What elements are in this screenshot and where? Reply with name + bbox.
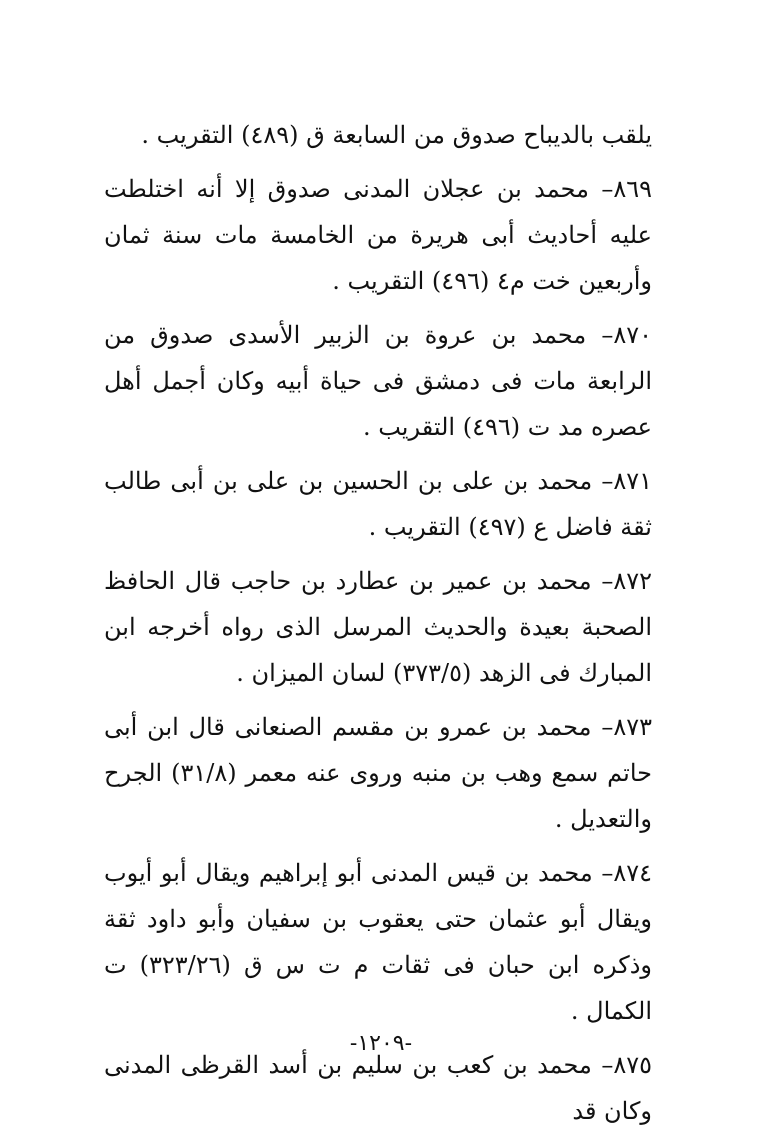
entry-872: ٨٧٢– محمد بن عمير بن عطارد بن حاجب قال الحافظ الصحبة بعيدة والحديث المرسل الذى رواه أخرجه ابن المبارك فى الزهد (٣٧٣/٥) لسان الميزان . <box>104 567 652 687</box>
main-text <box>104 112 652 1134</box>
entry-874: ٨٧٤– محمد بن قيس المدنى أبو إبراهيم ويقال أبو أيوب ويقال أبو عثمان حتى يعقوب بن سفيان وأبو داود ثقة وذكره ابن حبان فى ثقات م ت س ق (٣٢٣/٢٦) ت الكمال . <box>104 859 653 1025</box>
entry-intro: يلقب بالديباح صدوق من السابعة ق (٤٨٩) التقريب . <box>141 121 652 149</box>
entry-873: ٨٧٣– محمد بن عمرو بن مقسم الصنعانى قال ابن أبى حاتم سمع وهب بن منبه وروى عنه معمر (٣١/٨) الجرح والتعديل . <box>104 713 652 833</box>
page-number: -١٢٠٩- <box>349 1031 413 1056</box>
entry-869: ٨٦٩– محمد بن عجلان المدنى صدوق إلا أنه اختلطت عليه أحاديث أبى هريرة من الخامسة مات سنة ثمان وأربعين خت م٤ (٤٩٦) التقريب . <box>104 175 652 295</box>
entry-870: ٨٧٠– محمد بن عروة بن الزبير الأسدى صدوق من الرابعة مات فى دمشق فى حياة أبيه وكان أجمل أهل عصره مد ت (٤٩٦) التقريب . <box>104 321 652 441</box>
entry-871: ٨٧١– محمد بن على بن الحسين بن على بن أبى طالب ثقة فاضل ع (٤٩٧) التقريب . <box>104 467 652 541</box>
entry-875: ٨٧٥– محمد بن كعب بن سليم بن أسد القرظى المدنى وكان قد <box>104 1051 652 1125</box>
